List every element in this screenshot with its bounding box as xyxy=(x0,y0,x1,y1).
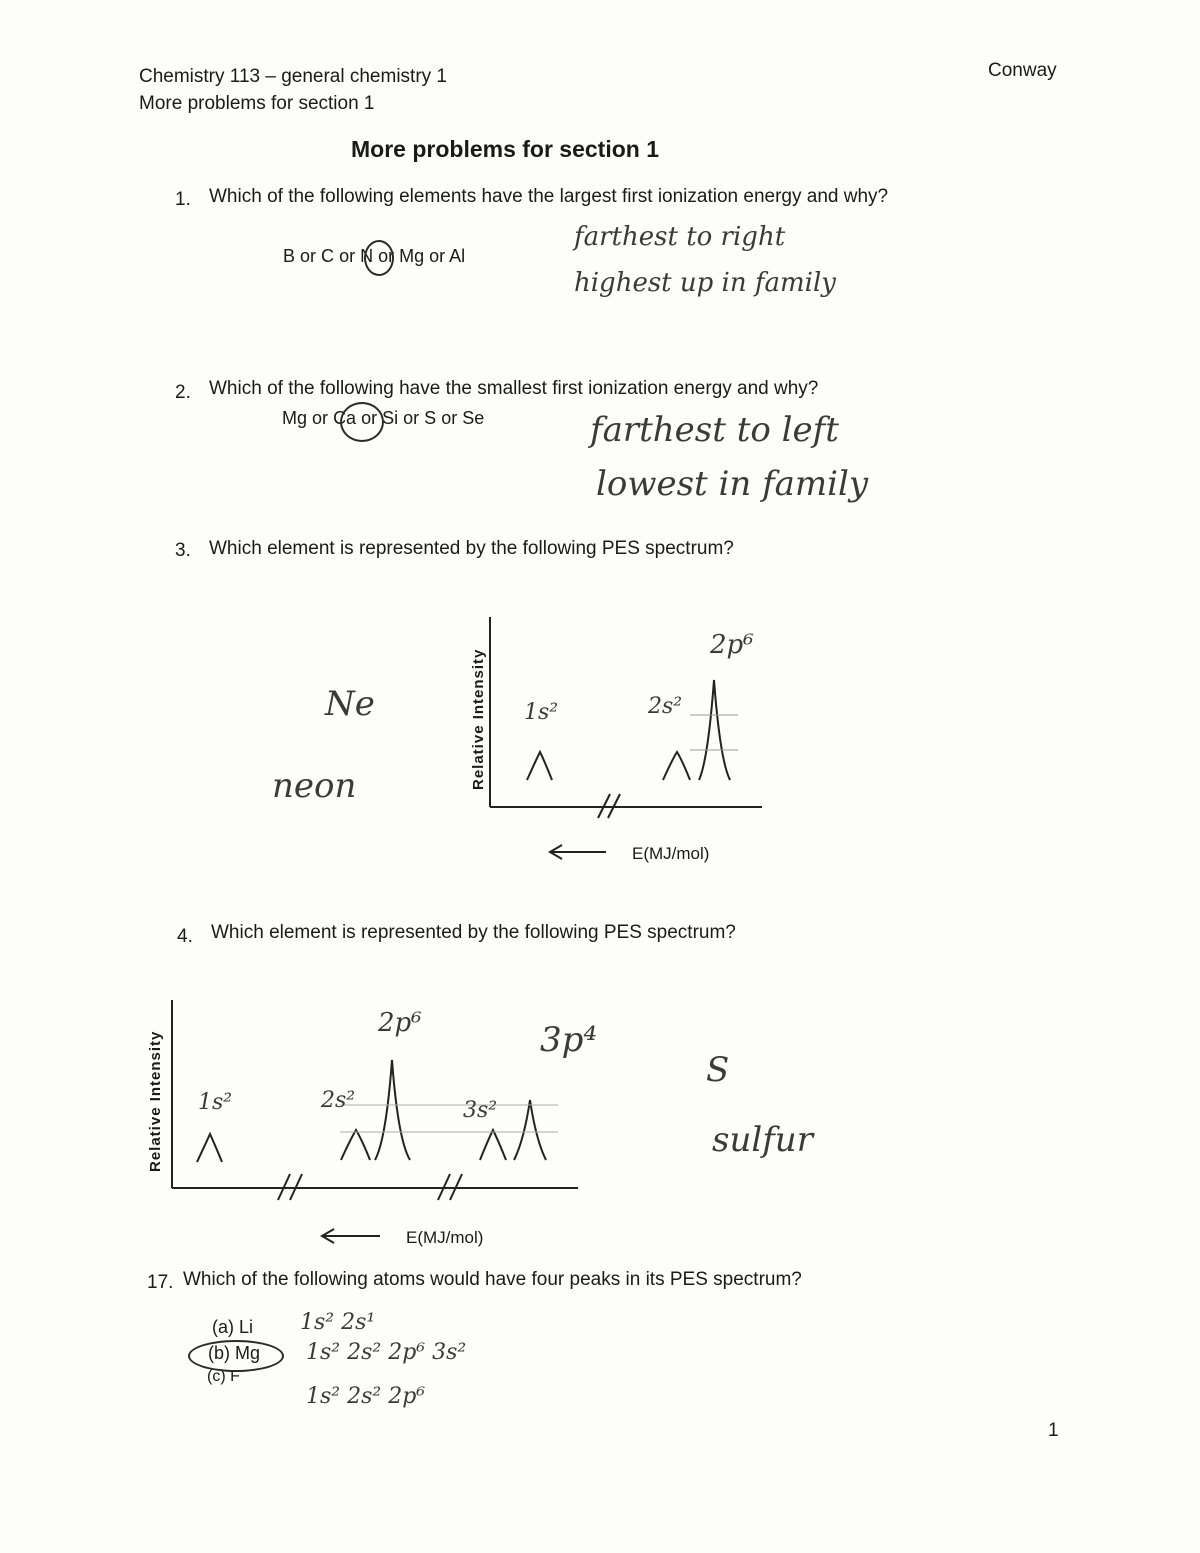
q3-peak-label-2p: 2p⁶ xyxy=(710,630,754,660)
q3-y-axis-label: Relative Intensity xyxy=(470,648,487,790)
q1-option-al: or Al xyxy=(429,246,466,266)
q17-text: Which of the following atoms would have four peaks in its PES spectrum? xyxy=(183,1269,802,1290)
q1-option-or: or xyxy=(339,246,356,266)
q2-text: Which of the following have the smallest first ionization energy and why? xyxy=(209,378,819,399)
q17-answer-circle xyxy=(188,1340,284,1372)
q2-option-ca: Ca xyxy=(333,408,357,428)
q2-option-or: or xyxy=(312,408,329,428)
q17-config-li: 1s² 2s¹ xyxy=(300,1310,376,1335)
header-subtitle: More problems for section 1 xyxy=(139,93,375,114)
q2-answer-line2: lowest in family xyxy=(596,464,869,504)
q3-number: 3. xyxy=(175,540,191,561)
q3-text: Which element is represented by the following PES spectrum? xyxy=(209,538,734,559)
q1-option-n: N xyxy=(360,246,374,266)
q4-y-axis-label: Relative Intensity xyxy=(147,1030,164,1172)
q2-number: 2. xyxy=(175,382,191,403)
author-name: Conway xyxy=(988,60,1057,81)
q1-option-b: B xyxy=(283,246,296,266)
q4-peak-label-3s: 3s² xyxy=(463,1098,498,1123)
q17-option-c: (c) F xyxy=(207,1368,240,1385)
q4-peak-label-1s: 1s² xyxy=(198,1090,233,1115)
q1-text: Which of the following elements have the largest first ionization energy and why? xyxy=(209,186,889,207)
q3-peak-label-1s: 1s² xyxy=(524,700,559,725)
q17-config-f: 1s² 2s² 2p⁶ xyxy=(306,1384,426,1409)
q3-answer-symbol: Ne xyxy=(325,684,375,724)
q4-peak-3s xyxy=(480,1130,506,1160)
q17-config-mg: 1s² 2s² 2p⁶ 3s² xyxy=(306,1340,467,1365)
q4-peak-label-2p: 2p⁶ xyxy=(378,1008,422,1038)
page-title: More problems for section 1 xyxy=(351,136,660,162)
q4-answer-name: sulfur xyxy=(712,1120,813,1160)
q4-peak-2p xyxy=(375,1060,410,1160)
q3-answer-name: neon xyxy=(272,766,357,806)
q2-option-s: or S xyxy=(403,408,437,428)
q3-peak-label-2s: 2s² xyxy=(648,694,683,719)
q4-peak-1s xyxy=(197,1134,222,1162)
q4-peak-label-2s: 2s² xyxy=(321,1088,356,1113)
q1-number: 1. xyxy=(175,189,191,210)
q4-peak-3p xyxy=(514,1100,546,1160)
q1-answer-line2: highest up in family xyxy=(574,268,836,298)
q3-x-axis-label: E(MJ/mol) xyxy=(632,844,710,863)
q4-peak-label-3p: 3p⁴ xyxy=(540,1020,598,1060)
q17-number: 17. xyxy=(147,1272,174,1293)
q2-option-si: Si xyxy=(382,408,399,428)
q2-option-or2: or xyxy=(361,408,378,428)
q1-answer-line1: farthest to right xyxy=(574,222,786,252)
q1-option-mg: or Mg xyxy=(378,246,425,266)
q17-option-a: (a) Li xyxy=(212,1317,254,1337)
q4-text: Which element is represented by the following PES spectrum? xyxy=(211,922,736,943)
q4-peak-2s xyxy=(341,1130,370,1160)
q2-option-se: or Se xyxy=(441,408,485,428)
q2-answer-line1: farthest to left xyxy=(590,410,839,450)
page-number: 1 xyxy=(1048,1420,1059,1441)
q2-option-mg: Mg xyxy=(282,408,308,428)
q4-answer-symbol: S xyxy=(706,1050,730,1090)
q4-x-axis-label: E(MJ/mol) xyxy=(406,1228,484,1247)
q4-number: 4. xyxy=(177,926,193,947)
q1-option-c: or C xyxy=(300,246,335,266)
q17-option-b: (b) Mg xyxy=(208,1343,261,1363)
course-title: Chemistry 113 – general chemistry 1 xyxy=(139,66,447,87)
